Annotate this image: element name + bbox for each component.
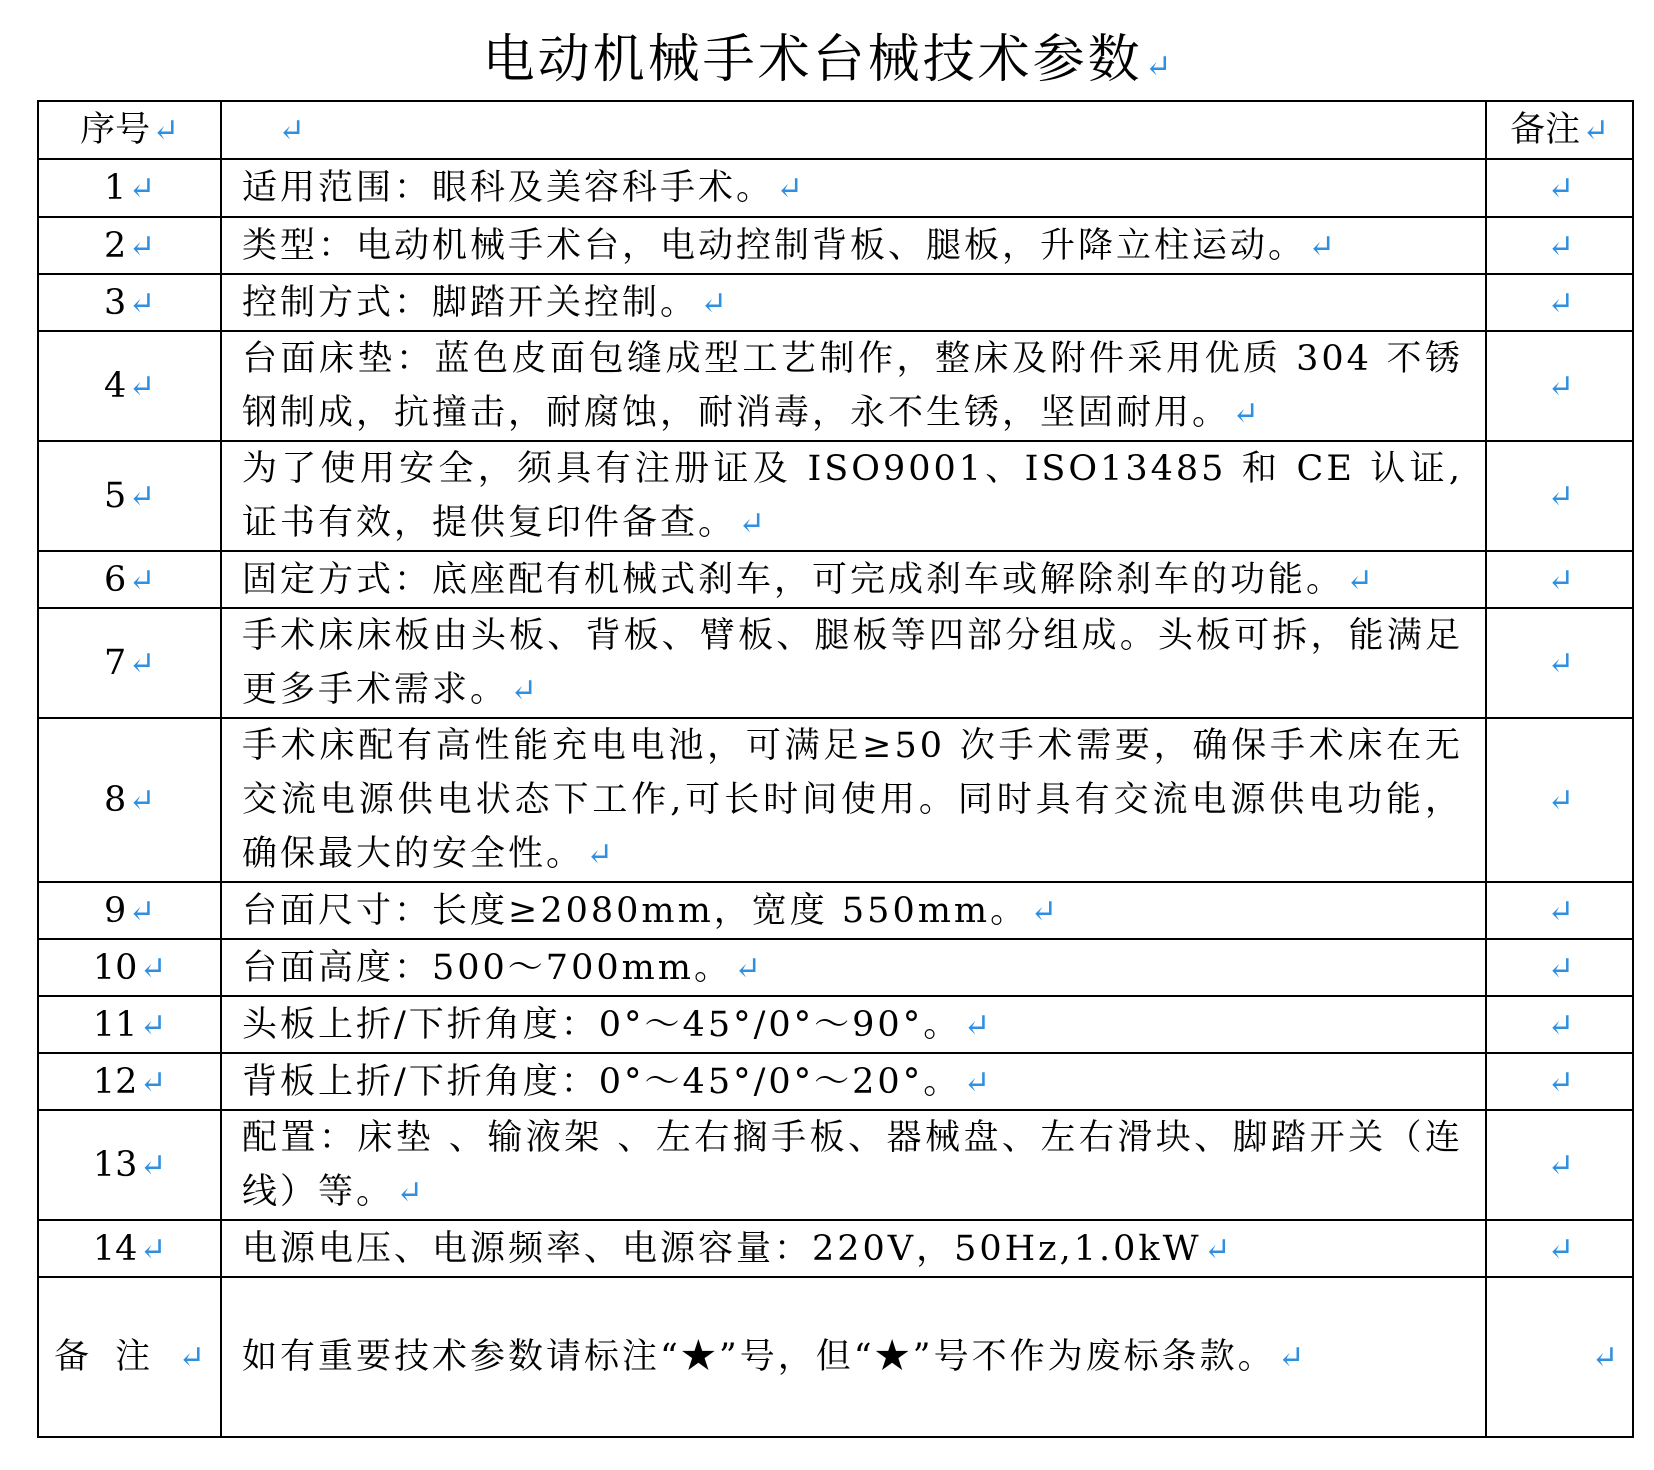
paragraph-mark-icon: ↵ (139, 948, 167, 987)
row-index: 12 (92, 1061, 138, 1102)
paragraph-mark-icon: ↵ (1547, 226, 1574, 265)
paragraph-mark-icon: ↵ (1547, 169, 1574, 207)
paragraph-mark-icon: ↵ (139, 1005, 167, 1044)
paragraph-mark-icon: ↵ (128, 781, 156, 819)
paragraph-mark-icon: ↵ (128, 891, 156, 930)
paragraph-mark-icon: ↵ (1308, 226, 1335, 265)
paragraph-mark-icon: ↵ (1547, 1005, 1574, 1044)
row-index: 13 (92, 1145, 138, 1185)
row-note-cell (1486, 1220, 1633, 1277)
paragraph-mark-icon: ↵ (738, 504, 765, 542)
paragraph-mark-icon: ↵ (1547, 948, 1574, 987)
row-index-cell (38, 331, 221, 441)
paragraph-mark-icon: ↵ (1547, 1229, 1574, 1268)
footer-content-cell (221, 1277, 1486, 1437)
paragraph-mark-icon: ↵ (128, 226, 156, 265)
row-content: 固定方式：底座配有机械式刹车，可完成刹车或解除刹车的功能。 (242, 559, 1345, 600)
paragraph-mark-icon: ↵ (152, 111, 179, 149)
paragraph-mark-icon: ↵ (1547, 367, 1574, 405)
row-content: 控制方式：脚踏开关控制。 (242, 282, 699, 323)
row-note-cell (1486, 996, 1633, 1053)
paragraph-mark-icon: ↵ (1232, 394, 1259, 432)
row-index-cell (38, 551, 221, 608)
row-content-cell (221, 274, 1486, 331)
table-row (38, 996, 1633, 1053)
table-row (38, 217, 1633, 274)
row-content: 台面高度：500～700mm。 (242, 947, 732, 988)
row-index-cell (38, 718, 221, 882)
row-index-cell (38, 1053, 221, 1110)
row-note-cell (1486, 718, 1633, 882)
spec-table-body (38, 101, 1633, 1277)
row-note-cell (1486, 1110, 1633, 1220)
row-note-cell (1486, 939, 1633, 996)
paragraph-mark-icon: ↵ (963, 1005, 991, 1044)
table-row (38, 1053, 1633, 1110)
row-content: 台面尺寸：长度≥2080mm，宽度 550mm。 (242, 890, 1029, 931)
footer-label-cell (38, 1277, 221, 1437)
paragraph-mark-icon: ↵ (1346, 560, 1373, 599)
row-content: 配置：床垫 、输液架 、左右搁手板、器械盘、左右滑块、脚踏开关（连线）等。 (242, 1118, 1463, 1212)
table-row (38, 608, 1633, 718)
header-index-label: 序号 (80, 110, 151, 150)
row-index-cell (38, 882, 221, 939)
paragraph-mark-icon: ↵ (1582, 111, 1609, 149)
paragraph-mark-icon: ↵ (1547, 1146, 1574, 1184)
row-note-cell (1486, 217, 1633, 274)
row-index: 14 (92, 1228, 138, 1269)
paragraph-mark-icon: ↵ (700, 283, 727, 322)
row-index-cell (38, 939, 221, 996)
paragraph-mark-icon: ↵ (586, 835, 613, 873)
row-content-cell (221, 939, 1486, 996)
paragraph-mark-icon: ↵ (1547, 283, 1574, 322)
paragraph-mark-icon: ↵ (278, 111, 305, 149)
row-content-cell (221, 551, 1486, 608)
paragraph-mark-icon: ↵ (128, 283, 156, 322)
paragraph-mark-icon: ↵ (128, 560, 156, 599)
row-index: 5 (103, 476, 127, 516)
row-content-cell (221, 996, 1486, 1053)
paragraph-mark-icon: ↵ (1547, 781, 1574, 819)
header-index-cell (38, 101, 221, 159)
header-content-cell (221, 101, 1486, 159)
paragraph-mark-icon: ↵ (1203, 1229, 1231, 1268)
paragraph-mark-icon: ↵ (734, 948, 761, 987)
row-index-cell (38, 441, 221, 551)
paragraph-mark-icon: ↵ (1277, 1338, 1305, 1376)
row-content: 适用范围：眼科及美容科手术。 (242, 168, 775, 208)
paragraph-mark-icon: ↵ (1547, 477, 1574, 515)
row-index: 11 (92, 1004, 138, 1045)
footer-label: 备注 (54, 1337, 177, 1377)
row-note-cell (1486, 1053, 1633, 1110)
paragraph-mark-icon: ↵ (128, 169, 156, 207)
row-index-cell (38, 1220, 221, 1277)
footer-content: 如有重要技术参数请标注“★”号，但“★”号不作为废标条款。 (242, 1337, 1276, 1377)
spec-table (37, 100, 1634, 1438)
table-row (38, 1110, 1633, 1220)
header-note-cell (1486, 101, 1633, 159)
row-content: 类型：电动机械手术台，电动控制背板、腿板，升降立柱运动。 (242, 225, 1307, 266)
row-content: 头板上折/下折角度：0°～45°/0°～90°。 (242, 1004, 962, 1045)
row-index: 10 (92, 947, 138, 988)
row-index: 7 (103, 643, 127, 683)
row-note-cell (1486, 331, 1633, 441)
paragraph-mark-icon: ↵ (396, 1173, 423, 1211)
row-content-cell (221, 718, 1486, 882)
row-content: 手术床床板由头板、背板、臂板、腿板等四部分组成。头板可拆，能满足更多手术需求。 (242, 616, 1463, 710)
paragraph-mark-icon: ↵ (128, 367, 156, 405)
row-content: 台面床垫：蓝色皮面包缝成型工艺制作，整床及附件采用优质 304 不锈钢制成，抗撞击，耐腐蚀，耐消毒，永不生锈，坚固耐用。 (242, 339, 1463, 433)
row-index: 9 (103, 890, 127, 931)
paragraph-mark-icon: ↵ (776, 169, 803, 207)
row-index: 1 (103, 168, 127, 208)
row-content: 手术床配有高性能充电电池，可满足≥50 次手术需要，确保手术床在无交流电源供电状态下工作,可长时间使用。同时具有交流电源供电功能，确保最大的安全性。 (242, 726, 1463, 874)
row-note-cell (1486, 551, 1633, 608)
row-note-cell (1486, 882, 1633, 939)
row-note-cell (1486, 608, 1633, 718)
row-index-cell (38, 159, 221, 217)
row-content-cell (221, 608, 1486, 718)
table-row (38, 882, 1633, 939)
paragraph-mark-icon: ↵ (139, 1146, 167, 1184)
row-note-cell (1486, 159, 1633, 217)
row-index: 2 (103, 225, 127, 266)
row-index: 4 (103, 366, 127, 406)
table-row (38, 939, 1633, 996)
document-title (0, 22, 1654, 104)
row-content: 背板上折/下折角度：0°～45°/0°～20°。 (242, 1061, 962, 1102)
paragraph-mark-icon: ↵ (1547, 891, 1574, 930)
row-index-cell (38, 608, 221, 718)
row-index: 6 (103, 559, 127, 600)
paragraph-mark-icon: ↵ (139, 1062, 167, 1101)
row-index-cell (38, 217, 221, 274)
table-row (38, 441, 1633, 551)
row-content-cell (221, 217, 1486, 274)
row-content-cell (221, 441, 1486, 551)
paragraph-mark-icon: ↵ (1591, 1338, 1618, 1376)
paragraph-mark-icon: ↵ (1547, 644, 1574, 682)
row-content: 为了使用安全，须具有注册证及 ISO9001、ISO13485 和 CE 认证,证书有效，提供复印件备查。 (242, 449, 1463, 543)
table-row (38, 331, 1633, 441)
table-row (38, 159, 1633, 217)
row-note-cell (1486, 274, 1633, 331)
row-content-cell (221, 882, 1486, 939)
row-content-cell (221, 1110, 1486, 1220)
row-content-cell (221, 1053, 1486, 1110)
paragraph-mark-icon: ↵ (1144, 47, 1172, 85)
table-row (38, 1220, 1633, 1277)
row-content-cell (221, 159, 1486, 217)
paragraph-mark-icon: ↵ (510, 671, 537, 709)
paragraph-mark-icon: ↵ (1547, 560, 1574, 599)
row-index: 8 (103, 780, 127, 820)
footer-note-cell (1486, 1277, 1633, 1437)
table-row (38, 274, 1633, 331)
table-footer-row (38, 1277, 1633, 1437)
paragraph-mark-icon: ↵ (1030, 891, 1057, 930)
paragraph-mark-icon: ↵ (1547, 1062, 1574, 1101)
paragraph-mark-icon: ↵ (139, 1229, 167, 1268)
row-note-cell (1486, 441, 1633, 551)
row-index-cell (38, 274, 221, 331)
paragraph-mark-icon: ↵ (178, 1338, 205, 1376)
table-row (38, 551, 1633, 608)
row-content-cell (221, 1220, 1486, 1277)
row-content-cell (221, 331, 1486, 441)
table-row (38, 718, 1633, 882)
header-note-label: 备注 (1510, 110, 1581, 150)
row-index-cell (38, 996, 221, 1053)
paragraph-mark-icon: ↵ (128, 477, 156, 515)
row-index: 3 (103, 282, 127, 323)
row-index-cell (38, 1110, 221, 1220)
document-title-text: 电动机械手术台械技术参数 (482, 30, 1143, 90)
paragraph-mark-icon: ↵ (963, 1062, 991, 1101)
paragraph-mark-icon: ↵ (128, 644, 156, 682)
row-content: 电源电压、电源频率、电源容量：220V，50Hz,1.0kW (242, 1228, 1202, 1269)
table-header-row (38, 101, 1633, 159)
